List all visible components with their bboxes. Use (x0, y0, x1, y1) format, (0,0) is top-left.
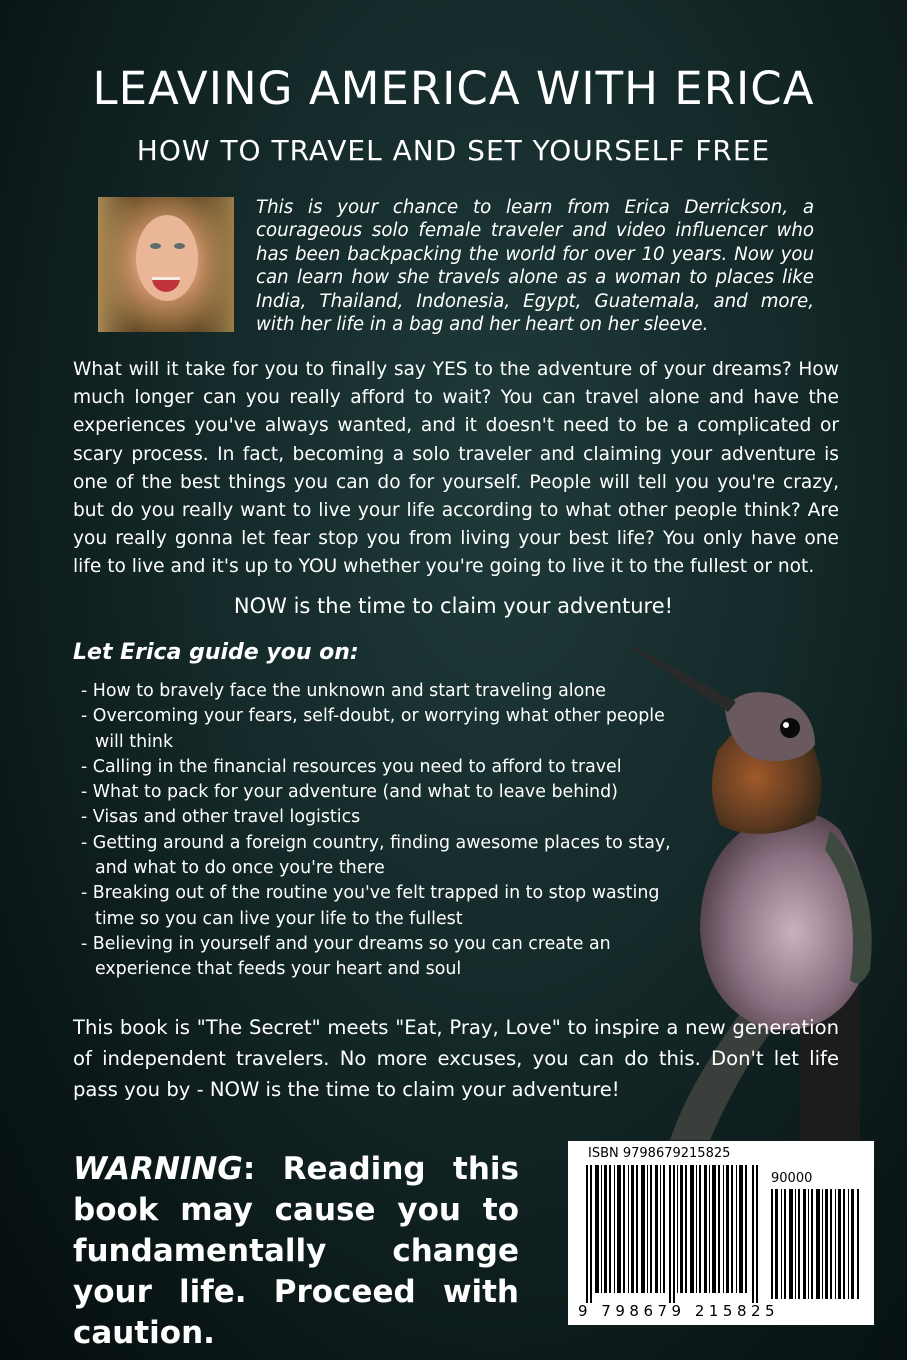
guide-item: - How to bravely face the unknown and start traveling alone (81, 681, 606, 701)
warning-statement (73, 1149, 519, 1354)
closing-paragraph: This book is "The Secret" meets "Eat, Pray, Love" to inspire a new generation of independent travelers. No more excuses, you can do this. Don't let life pass you by - NOW is the time to claim your adventure! (73, 1016, 839, 1101)
guide-heading: Let Erica guide you on: (73, 640, 359, 665)
author-photo (98, 197, 234, 332)
guide-item: - Overcoming your fears, self-doubt, or worrying what other people will think (81, 706, 665, 752)
barcode-box (568, 1141, 874, 1325)
guide-list (81, 679, 681, 983)
isbn-label: ISBN 9798679215825 (588, 1146, 731, 1161)
barcode-digits: 9 798679 215825 (578, 1302, 780, 1320)
body-paragraph: What will it take for you to finally say YES to the adventure of your dreams? How much longer can you really afford to wait? You can travel alone and have the experiences you've always wanted, and it doesn't need to be a complicated or scary process. In fact, becoming a solo traveler and claiming your adventure is one of the best things you can do for yourself. People will tell you you're crazy, but do you really want to live your life according to what other people think? Are you really gonna let fear stop you from living your best life? You only have one life to live and it's up to YOU whether you're going to live it to the fullest or not. (73, 359, 839, 578)
warning-text: : Reading this book may cause you to fundamentally change your life. Proceed with caution. (73, 1151, 519, 1351)
claim-line: NOW is the time to claim your adventure! (233, 594, 674, 618)
guide-item: - What to pack for your adventure (and what to leave behind) (81, 782, 618, 803)
book-subtitle: HOW TO TRAVEL AND SET YOURSELF FREE (136, 134, 771, 167)
price-barcode (771, 1189, 861, 1299)
price-code: 90000 (771, 1171, 813, 1186)
warning-lead: WARNING (73, 1151, 243, 1187)
isbn-barcode (586, 1165, 760, 1303)
book-title: LEAVING AMERICA WITH ERICA (92, 62, 815, 115)
guide-item: - Visas and other travel logistics (81, 807, 361, 828)
guide-item: - Getting around a foreign country, finding awesome places to stay, and what to do once you're there (81, 832, 671, 879)
guide-item: - Calling in the financial resources you need to afford to travel (81, 756, 622, 777)
intro-paragraph: This is your chance to learn from Erica Derrickson, a courageous solo female traveler and video influencer who has been backpacking the world for over 10 years. Now you can learn how she travels alone as a woman to places like India, Thailand, Indonesia, Egypt, Guatemala, and more, with her life in a bag and her heart on her sleeve. (256, 197, 814, 336)
guide-item: - Breaking out of the routine you've felt trapped in to stop wasting time so you can live your life to the fullest (81, 883, 660, 929)
guide-item: - Believing in yourself and your dreams so you can create an experience that feeds your heart and soul (81, 933, 611, 980)
